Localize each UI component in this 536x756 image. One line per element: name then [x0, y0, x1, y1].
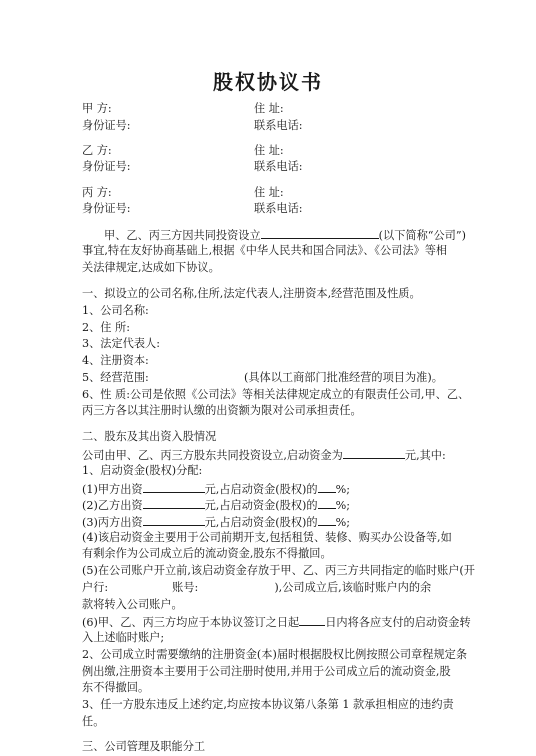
- item-2-line-3: 东不得撤回。: [82, 681, 150, 694]
- party-a-percent-blank: [318, 481, 336, 493]
- section-1-heading: 一、拟设立的公司名称,住所,法定代表人,注册资本,经营范围及性质。: [82, 287, 421, 300]
- party-b-percent-blank: [318, 497, 336, 509]
- clause-6-line-2: 入上述临时账户;: [82, 631, 165, 644]
- party-b-name-label: 乙 方:: [82, 144, 112, 157]
- section-2-item-1: 1、启动资金(股权)分配:: [82, 464, 203, 477]
- intro-line-2: 事宜,特在友好协商基础上,根据《中华人民共和国合同法》、《公司法》等相: [82, 244, 448, 257]
- section-1-item-5-note: (具体以工商部门批准经营的项目为准)。: [244, 371, 443, 384]
- party-a-contribution-line: [82, 481, 350, 497]
- party-c-percent-blank: [318, 514, 336, 526]
- party-c-address-label: 住 址:: [254, 186, 284, 199]
- item-3-line-2: 任。: [82, 715, 105, 728]
- intro-line-3: 关法律规定,达成如下协议。: [82, 261, 220, 274]
- clause-5-text: ),公司成立后,该临时账户内的余: [274, 581, 432, 594]
- section-1-item-3: 3、法定代表人:: [82, 337, 161, 350]
- document-title: 股权协议书: [213, 70, 323, 94]
- section-1-item-2: 2、住 所:: [82, 321, 131, 334]
- section-1-item-4: 4、注册资本:: [82, 354, 149, 367]
- bank-label: 户行:: [82, 581, 109, 594]
- days-blank: [299, 614, 325, 626]
- party-b-phone-label: 联系电话:: [254, 160, 303, 173]
- item-2-line-1: 2、公司成立时需要缴纳的注册资金(本)届时根据股权比例按照公司章程规定条: [82, 648, 468, 661]
- clause-6-text-b: 日内将各应支付的启动资金转: [325, 616, 471, 629]
- section-2-capital-line: [82, 447, 446, 463]
- clause-4-line-2: 有剩余作为公司成立后的流动资金,股东不得撤回。: [82, 547, 332, 560]
- section-1-item-6-line-2: 丙三方各以其注册时认缴的出资额为限对公司承担责任。: [82, 404, 362, 417]
- section-1-item-5-label: 5、经营范围:: [82, 371, 149, 384]
- party-c-phone-label: 联系电话:: [254, 202, 303, 215]
- party-c-amount-blank: [143, 514, 205, 526]
- intro-line-1: [104, 227, 466, 243]
- party-a-name-label: 甲 方:: [82, 102, 112, 115]
- party-a-phone-label: 联系电话:: [254, 119, 303, 132]
- party-a-amount-blank: [143, 481, 205, 493]
- intro-text-a: 甲、乙、丙三方因共同投资设立: [104, 229, 261, 242]
- party-c-percent-sign: %;: [335, 516, 350, 529]
- capital-text-a: 公司由甲、乙、丙三方股东共同投资设立,启动资金为: [82, 449, 343, 462]
- section-1-item-6-line-1: 6、性 质:公司是依照《公司法》等相关法律规定成立的有限责任公司,甲、乙、: [82, 388, 470, 401]
- capital-text-b: 元,其中:: [404, 449, 446, 462]
- party-c-id-label: 身份证号:: [82, 202, 131, 215]
- party-a-address-label: 住 址:: [254, 102, 284, 115]
- party-c-share-text: 元,占启动资金(股权)的: [204, 516, 318, 529]
- section-3-heading: 三、公司管理及职能分工: [82, 740, 206, 753]
- party-a-share-text: 元,占启动资金(股权)的: [204, 483, 318, 496]
- party-b-share-text: 元,占启动资金(股权)的: [204, 499, 318, 512]
- clause-5-line-3: 款将转入公司账户。: [82, 598, 183, 611]
- party-b-percent-sign: %;: [335, 499, 350, 512]
- clause-6-line-1: [82, 614, 471, 630]
- item-2-line-2: 例出缴,注册资本主要用于公司注册时使用,并用于公司成立后的流动资金,股: [82, 665, 451, 678]
- party-b-contribution-line: [82, 497, 350, 513]
- clause-5-line-1: (5)在公司账户开立前,该启动资金存放于甲、乙、丙三方共同指定的临时账户(开: [82, 564, 475, 577]
- party-c-contribution-line: [82, 514, 350, 530]
- clause-6-text-a: (6)甲、乙、丙三方均应于本协议签订之日起: [82, 616, 300, 629]
- party-c-name-label: 丙 方:: [82, 186, 112, 199]
- clause-5-line-2: [82, 581, 431, 595]
- party-b-address-label: 住 址:: [254, 144, 284, 157]
- item-3-line-1: 3、任一方股东违反上述约定,均应按本协议第八条第 1 款承担相应的违约责: [82, 698, 454, 711]
- party-b-contribution-text: (2)乙方出资: [82, 499, 143, 512]
- section-2-heading: 二、股东及其出资入股情况: [82, 430, 217, 443]
- party-a-contribution-text: (1)甲方出资: [82, 483, 143, 496]
- clause-4-line-1: (4)该启动资金主要用于公司前期开支,包括租赁、装修、购买办公设备等,如: [82, 531, 452, 544]
- party-b-amount-blank: [143, 497, 205, 509]
- party-a-id-label: 身份证号:: [82, 119, 131, 132]
- party-b-id-label: 身份证号:: [82, 160, 131, 173]
- intro-text-b: (以下简称“公司”): [378, 229, 466, 242]
- party-a-percent-sign: %;: [335, 483, 350, 496]
- capital-blank: [343, 447, 405, 459]
- section-1-item-1: 1、公司名称:: [82, 304, 149, 317]
- account-label: 账号:: [172, 581, 199, 594]
- company-name-blank: [261, 227, 379, 239]
- party-c-contribution-text: (3)丙方出资: [82, 516, 143, 529]
